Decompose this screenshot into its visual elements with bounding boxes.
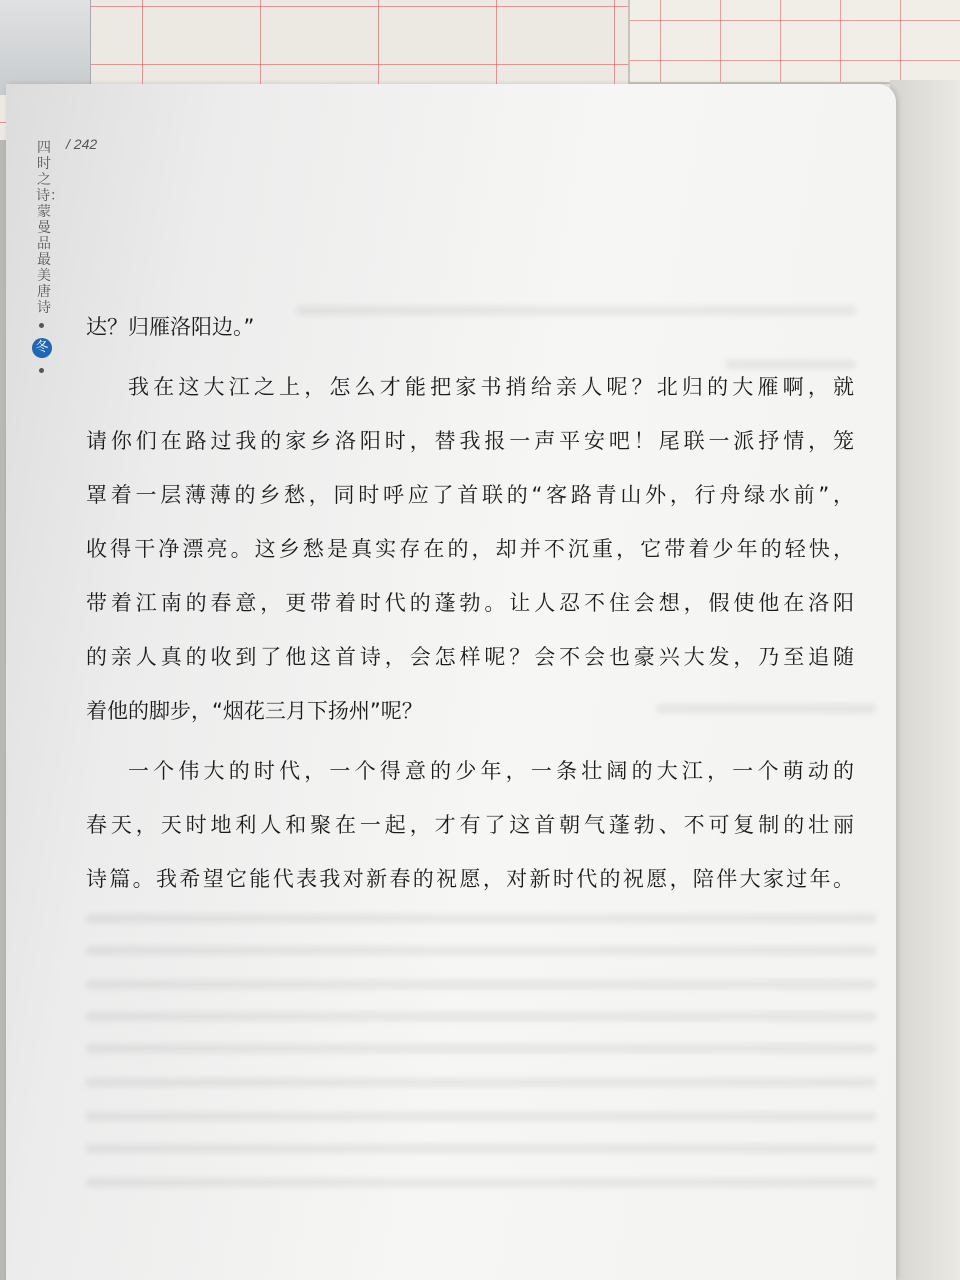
show-through-line — [86, 1012, 876, 1021]
book-page — [6, 84, 896, 1280]
text-line: 春天，天时地利人和聚在一起，才有了这首朝气蓬勃、不可复制的壮丽 — [86, 813, 854, 837]
show-through-line — [86, 914, 876, 923]
text-line: 带着江南的春意，更带着时代的蓬勃。让人忍不住会想，假使他在洛阳 — [86, 591, 854, 615]
text-line: 一个伟大的时代，一个得意的少年，一条壮阔的大江，一个萌动的 — [128, 759, 854, 783]
show-through-line — [296, 306, 856, 315]
text-line: 着他的脚步，“烟花三月下扬州”呢？ — [86, 699, 423, 723]
show-through-line — [86, 946, 876, 955]
title-dot — [39, 323, 44, 328]
background-book — [628, 0, 960, 84]
background-object — [0, 0, 91, 95]
title-dot — [39, 368, 44, 373]
show-through-line — [86, 1178, 876, 1187]
show-through-line — [86, 1144, 876, 1153]
text-line: 的亲人真的收到了他这首诗，会怎样呢？会不会也豪兴大发，乃至追随 — [86, 645, 854, 669]
show-through-line — [86, 980, 876, 989]
show-through-line — [86, 1078, 876, 1087]
show-through-line — [86, 1044, 876, 1053]
show-through-line — [86, 1112, 876, 1121]
background-page-edge — [890, 80, 960, 1280]
page-number: / 242 — [66, 136, 98, 152]
text-line: 收得干净漂亮。这乡愁是真实存在的，却并不沉重，它带着少年的轻快， — [86, 537, 854, 561]
text-line: 诗篇。我希望它能代表我对新春的祝愿，对新时代的祝愿，陪伴大家过年。 — [86, 867, 854, 891]
book-title-vertical: 四时之诗：蒙曼品最美唐诗 — [36, 140, 64, 316]
text-line: 我在这大江之上，怎么才能把家书捎给亲人呢？北归的大雁啊，就 — [128, 375, 854, 399]
text-line: 请你们在路过我的家乡洛阳时，替我报一声平安吧！尾联一派抒情，笼 — [86, 429, 854, 453]
show-through-line — [726, 360, 856, 369]
text-line: 罩着一层薄薄的乡愁，同时呼应了首联的“客路青山外，行舟绿水前”， — [86, 483, 854, 507]
season-badge: 冬 — [32, 338, 52, 358]
show-through-line — [656, 704, 876, 713]
text-line: 达？归雁洛阳边。” — [86, 315, 255, 339]
